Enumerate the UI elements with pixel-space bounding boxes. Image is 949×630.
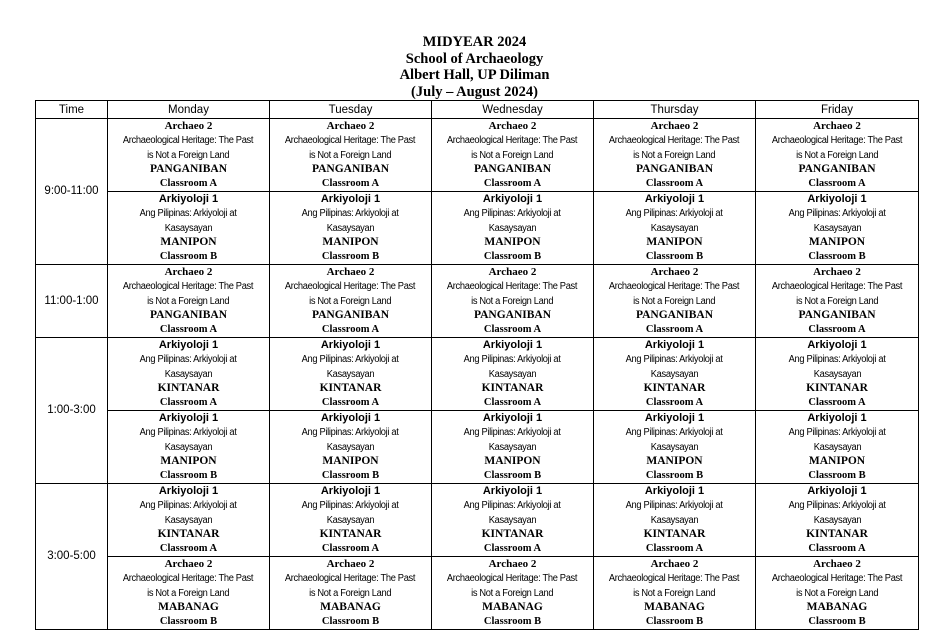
col-header-thursday: Thursday (594, 101, 756, 119)
instructor-name: PANGANIBAN (635, 163, 714, 176)
instructor-name: MABANAG (644, 601, 705, 614)
session-cell (594, 337, 756, 410)
course-title: Archaeological Heritage: The Past (123, 134, 254, 146)
course-title: is Not a Foreign Land (147, 587, 230, 599)
course-title: Archaeological Heritage: The Past (447, 134, 578, 146)
course-code: Archaeo 2 (813, 120, 861, 132)
instructor-name: KINTANAR (481, 382, 544, 395)
classroom: Classroom B (159, 470, 218, 482)
classroom: Classroom B (808, 251, 866, 263)
course-code: Archaeo 2 (650, 265, 699, 278)
classroom: Classroom A (483, 324, 542, 336)
classroom: Classroom B (808, 470, 866, 482)
session-cell (108, 483, 270, 556)
course-title: Archaeological Heritage: The Past (123, 280, 254, 292)
instructor-name: MABANAG (482, 601, 543, 614)
course-title: Archaeological Heritage: The Past (771, 134, 903, 146)
course-code: Arkiyoloji 1 (320, 192, 381, 205)
instructor-name: KINTANAR (319, 382, 382, 395)
table-row (36, 556, 919, 629)
instructor-name: KINTANAR (157, 528, 220, 541)
session-cell (108, 119, 270, 192)
course-code: Arkiyoloji 1 (320, 484, 381, 497)
time-slot: 11:00-1:00 (36, 264, 108, 337)
course-title: Ang Pilipinas: Arkiyoloji at (140, 353, 237, 365)
course-title: Kasaysayan (650, 368, 699, 380)
course-title: Ang Pilipinas: Arkiyoloji at (788, 353, 886, 365)
session-cell (270, 556, 432, 629)
classroom: Classroom B (645, 470, 704, 482)
course-title: Ang Pilipinas: Arkiyoloji at (140, 426, 237, 438)
course-code: Archaeo 2 (326, 557, 375, 570)
course-title: is Not a Foreign Land (309, 149, 392, 161)
classroom: Classroom B (808, 616, 866, 628)
course-code: Archaeo 2 (326, 120, 375, 132)
title-line-1: MIDYEAR 2024 (422, 34, 527, 50)
course-title: is Not a Foreign Land (633, 149, 716, 161)
classroom: Classroom A (808, 397, 866, 409)
session-cell (594, 556, 756, 629)
session-cell (756, 119, 919, 192)
session-cell (432, 483, 594, 556)
course-title: is Not a Foreign Land (795, 149, 879, 161)
course-code: Arkiyoloji 1 (320, 411, 381, 424)
course-title: Kasaysayan (650, 441, 699, 453)
instructor-name: PANGANIBAN (798, 163, 876, 176)
course-code: Archaeo 2 (164, 265, 213, 278)
session-cell (108, 337, 270, 410)
instructor-name: MANIPON (646, 236, 703, 249)
course-title: Archaeological Heritage: The Past (447, 572, 578, 584)
session-cell (432, 264, 594, 337)
course-title: Kasaysayan (813, 441, 861, 453)
course-code: Archaeo 2 (164, 120, 213, 132)
course-title: Kasaysayan (813, 514, 861, 526)
course-title: Ang Pilipinas: Arkiyoloji at (626, 499, 723, 511)
course-title: Archaeological Heritage: The Past (447, 280, 578, 292)
classroom: Classroom B (645, 616, 704, 628)
instructor-name: MANIPON (808, 455, 866, 468)
instructor-name: PANGANIBAN (473, 309, 552, 322)
session-cell (756, 191, 919, 264)
table-row (36, 410, 919, 483)
col-header-time: Time (36, 101, 108, 119)
course-title: is Not a Foreign Land (633, 295, 716, 307)
time-slot: 1:00-3:00 (36, 337, 108, 483)
classroom: Classroom B (321, 251, 380, 263)
course-title: Ang Pilipinas: Arkiyoloji at (302, 426, 399, 438)
classroom: Classroom A (321, 397, 380, 409)
course-code: Arkiyoloji 1 (482, 484, 543, 497)
instructor-name: PANGANIBAN (311, 309, 390, 322)
instructor-name: MANIPON (808, 236, 866, 249)
course-title: Archaeological Heritage: The Past (123, 572, 254, 584)
course-title: is Not a Foreign Land (633, 587, 716, 599)
course-title: Kasaysayan (326, 441, 375, 453)
classroom: Classroom B (483, 470, 542, 482)
session-cell (432, 337, 594, 410)
course-title: Ang Pilipinas: Arkiyoloji at (788, 207, 886, 219)
course-title: Archaeological Heritage: The Past (771, 572, 903, 584)
course-code: Arkiyoloji 1 (482, 192, 543, 205)
course-title: Archaeological Heritage: The Past (609, 134, 740, 146)
session-cell (756, 337, 919, 410)
course-title: Kasaysayan (326, 368, 375, 380)
instructor-name: MANIPON (322, 236, 379, 249)
course-code: Archaeo 2 (488, 265, 537, 278)
classroom: Classroom A (321, 543, 380, 555)
course-title: Ang Pilipinas: Arkiyoloji at (464, 353, 561, 365)
instructor-name: KINTANAR (643, 382, 706, 395)
time-slot: 9:00-11:00 (36, 119, 108, 265)
course-code: Arkiyoloji 1 (644, 411, 705, 424)
col-header-monday: Monday (108, 101, 270, 119)
course-title: Kasaysayan (488, 514, 537, 526)
course-title: is Not a Foreign Land (471, 587, 554, 599)
instructor-name: MABANAG (158, 601, 219, 614)
course-code: Archaeo 2 (488, 120, 537, 132)
course-title: Kasaysayan (326, 222, 375, 234)
course-title: is Not a Foreign Land (471, 149, 554, 161)
instructor-name: PANGANIBAN (149, 309, 228, 322)
session-cell (432, 191, 594, 264)
course-title: Ang Pilipinas: Arkiyoloji at (302, 499, 399, 511)
course-title: Kasaysayan (164, 441, 213, 453)
course-code: Arkiyoloji 1 (482, 411, 543, 424)
classroom: Classroom A (321, 178, 380, 190)
classroom: Classroom A (159, 543, 218, 555)
course-title: Archaeological Heritage: The Past (771, 280, 903, 292)
course-title: Ang Pilipinas: Arkiyoloji at (626, 426, 723, 438)
course-title: Kasaysayan (650, 222, 699, 234)
classroom: Classroom B (483, 616, 542, 628)
session-cell (756, 410, 919, 483)
title-line-4: (July – August 2024) (411, 83, 538, 100)
instructor-name: KINTANAR (481, 528, 544, 541)
course-title: Ang Pilipinas: Arkiyoloji at (626, 353, 723, 365)
classroom: Classroom A (159, 397, 218, 409)
session-cell (270, 337, 432, 410)
course-code: Archaeo 2 (813, 557, 861, 570)
course-title: Ang Pilipinas: Arkiyoloji at (464, 426, 561, 438)
classroom: Classroom B (159, 616, 218, 628)
table-row (36, 264, 919, 337)
course-title: Kasaysayan (813, 222, 861, 234)
title-line-2: School of Archaeology (405, 50, 544, 67)
session-cell (108, 410, 270, 483)
instructor-name: MABANAG (320, 601, 381, 614)
course-code: Arkiyoloji 1 (807, 192, 867, 205)
course-code: Arkiyoloji 1 (644, 484, 705, 497)
session-cell (594, 483, 756, 556)
course-title: Ang Pilipinas: Arkiyoloji at (626, 207, 723, 219)
instructor-name: MANIPON (160, 236, 217, 249)
classroom: Classroom B (483, 251, 542, 263)
course-title: Archaeological Heritage: The Past (609, 572, 740, 584)
course-title: Ang Pilipinas: Arkiyoloji at (464, 207, 561, 219)
course-code: Archaeo 2 (488, 557, 537, 570)
course-title: Ang Pilipinas: Arkiyoloji at (788, 426, 886, 438)
course-title: Ang Pilipinas: Arkiyoloji at (788, 499, 886, 511)
col-header-friday: Friday (756, 101, 919, 119)
table-row (36, 337, 919, 410)
classroom: Classroom A (645, 397, 704, 409)
course-title: Archaeological Heritage: The Past (285, 280, 416, 292)
course-title: Ang Pilipinas: Arkiyoloji at (140, 499, 237, 511)
instructor-name: KINTANAR (319, 528, 382, 541)
classroom: Classroom A (808, 178, 866, 190)
course-title: Kasaysayan (326, 514, 375, 526)
header-row (36, 101, 919, 119)
instructor-name: MANIPON (646, 455, 703, 468)
course-code: Arkiyoloji 1 (807, 411, 867, 424)
course-title: is Not a Foreign Land (147, 149, 230, 161)
session-cell (432, 119, 594, 192)
session-cell (756, 556, 919, 629)
course-title: is Not a Foreign Land (795, 587, 879, 599)
classroom: Classroom A (159, 178, 218, 190)
classroom: Classroom A (483, 543, 542, 555)
course-title: Archaeological Heritage: The Past (285, 134, 416, 146)
course-title: Kasaysayan (650, 514, 699, 526)
session-cell (594, 119, 756, 192)
col-header-wednesday: Wednesday (432, 101, 594, 119)
course-title: Kasaysayan (488, 441, 537, 453)
classroom: Classroom B (321, 616, 380, 628)
course-code: Archaeo 2 (813, 265, 861, 278)
instructor-name: KINTANAR (157, 382, 220, 395)
classroom: Classroom A (645, 543, 704, 555)
instructor-name: KINTANAR (806, 528, 868, 541)
instructor-name: PANGANIBAN (311, 163, 390, 176)
classroom: Classroom A (808, 543, 866, 555)
course-title: is Not a Foreign Land (309, 295, 392, 307)
course-title: Kasaysayan (164, 222, 213, 234)
session-cell (594, 191, 756, 264)
table-row (36, 119, 919, 192)
instructor-name: MANIPON (322, 455, 379, 468)
session-cell (108, 191, 270, 264)
classroom: Classroom B (159, 251, 218, 263)
course-title: is Not a Foreign Land (147, 295, 230, 307)
session-cell (594, 410, 756, 483)
session-cell (432, 410, 594, 483)
title-line-3: Albert Hall, UP Diliman (399, 67, 550, 83)
course-title: Ang Pilipinas: Arkiyoloji at (140, 207, 237, 219)
course-code: Archaeo 2 (164, 557, 213, 570)
session-cell (108, 264, 270, 337)
course-title: Kasaysayan (164, 368, 213, 380)
classroom: Classroom A (159, 324, 218, 336)
course-title: Archaeological Heritage: The Past (609, 280, 740, 292)
course-title: Archaeological Heritage: The Past (285, 572, 416, 584)
instructor-name: MABANAG (806, 601, 868, 614)
course-title: Kasaysayan (813, 368, 861, 380)
course-code: Archaeo 2 (650, 557, 699, 570)
session-cell (270, 191, 432, 264)
classroom: Classroom A (645, 324, 704, 336)
course-code: Arkiyoloji 1 (807, 484, 867, 497)
session-cell (270, 483, 432, 556)
classroom: Classroom A (321, 324, 380, 336)
course-title: Kasaysayan (488, 368, 537, 380)
classroom: Classroom A (483, 178, 542, 190)
instructor-name: PANGANIBAN (635, 309, 714, 322)
session-cell (432, 556, 594, 629)
schedule-table (35, 100, 919, 630)
session-cell (594, 264, 756, 337)
course-code: Arkiyoloji 1 (807, 338, 867, 351)
course-title: Ang Pilipinas: Arkiyoloji at (302, 353, 399, 365)
classroom: Classroom A (645, 178, 704, 190)
instructor-name: PANGANIBAN (473, 163, 552, 176)
course-code: Arkiyoloji 1 (320, 338, 381, 351)
course-code: Arkiyoloji 1 (158, 411, 219, 424)
course-code: Arkiyoloji 1 (644, 338, 705, 351)
session-cell (270, 119, 432, 192)
course-code: Arkiyoloji 1 (644, 192, 705, 205)
table-row (36, 191, 919, 264)
course-title: is Not a Foreign Land (795, 295, 879, 307)
course-title: is Not a Foreign Land (471, 295, 554, 307)
session-cell (756, 264, 919, 337)
instructor-name: KINTANAR (643, 528, 706, 541)
classroom: Classroom B (321, 470, 380, 482)
time-slot: 3:00-5:00 (36, 483, 108, 629)
course-title: Ang Pilipinas: Arkiyoloji at (302, 207, 399, 219)
instructor-name: KINTANAR (806, 382, 868, 395)
classroom: Classroom B (645, 251, 704, 263)
course-title: Ang Pilipinas: Arkiyoloji at (464, 499, 561, 511)
instructor-name: PANGANIBAN (149, 163, 228, 176)
classroom: Classroom A (483, 397, 542, 409)
schedule-title (0, 34, 949, 100)
col-header-tuesday: Tuesday (270, 101, 432, 119)
course-code: Archaeo 2 (326, 265, 375, 278)
instructor-name: MANIPON (484, 236, 541, 249)
session-cell (108, 556, 270, 629)
course-code: Arkiyoloji 1 (158, 192, 219, 205)
course-code: Archaeo 2 (650, 120, 699, 132)
course-code: Arkiyoloji 1 (158, 338, 219, 351)
course-code: Arkiyoloji 1 (482, 338, 543, 351)
instructor-name: MANIPON (484, 455, 541, 468)
instructor-name: PANGANIBAN (798, 309, 876, 322)
session-cell (270, 410, 432, 483)
course-title: Kasaysayan (488, 222, 537, 234)
session-cell (756, 483, 919, 556)
course-title: Kasaysayan (164, 514, 213, 526)
classroom: Classroom A (808, 324, 866, 336)
instructor-name: MANIPON (160, 455, 217, 468)
course-code: Arkiyoloji 1 (158, 484, 219, 497)
session-cell (270, 264, 432, 337)
course-title: is Not a Foreign Land (309, 587, 392, 599)
table-row (36, 483, 919, 556)
